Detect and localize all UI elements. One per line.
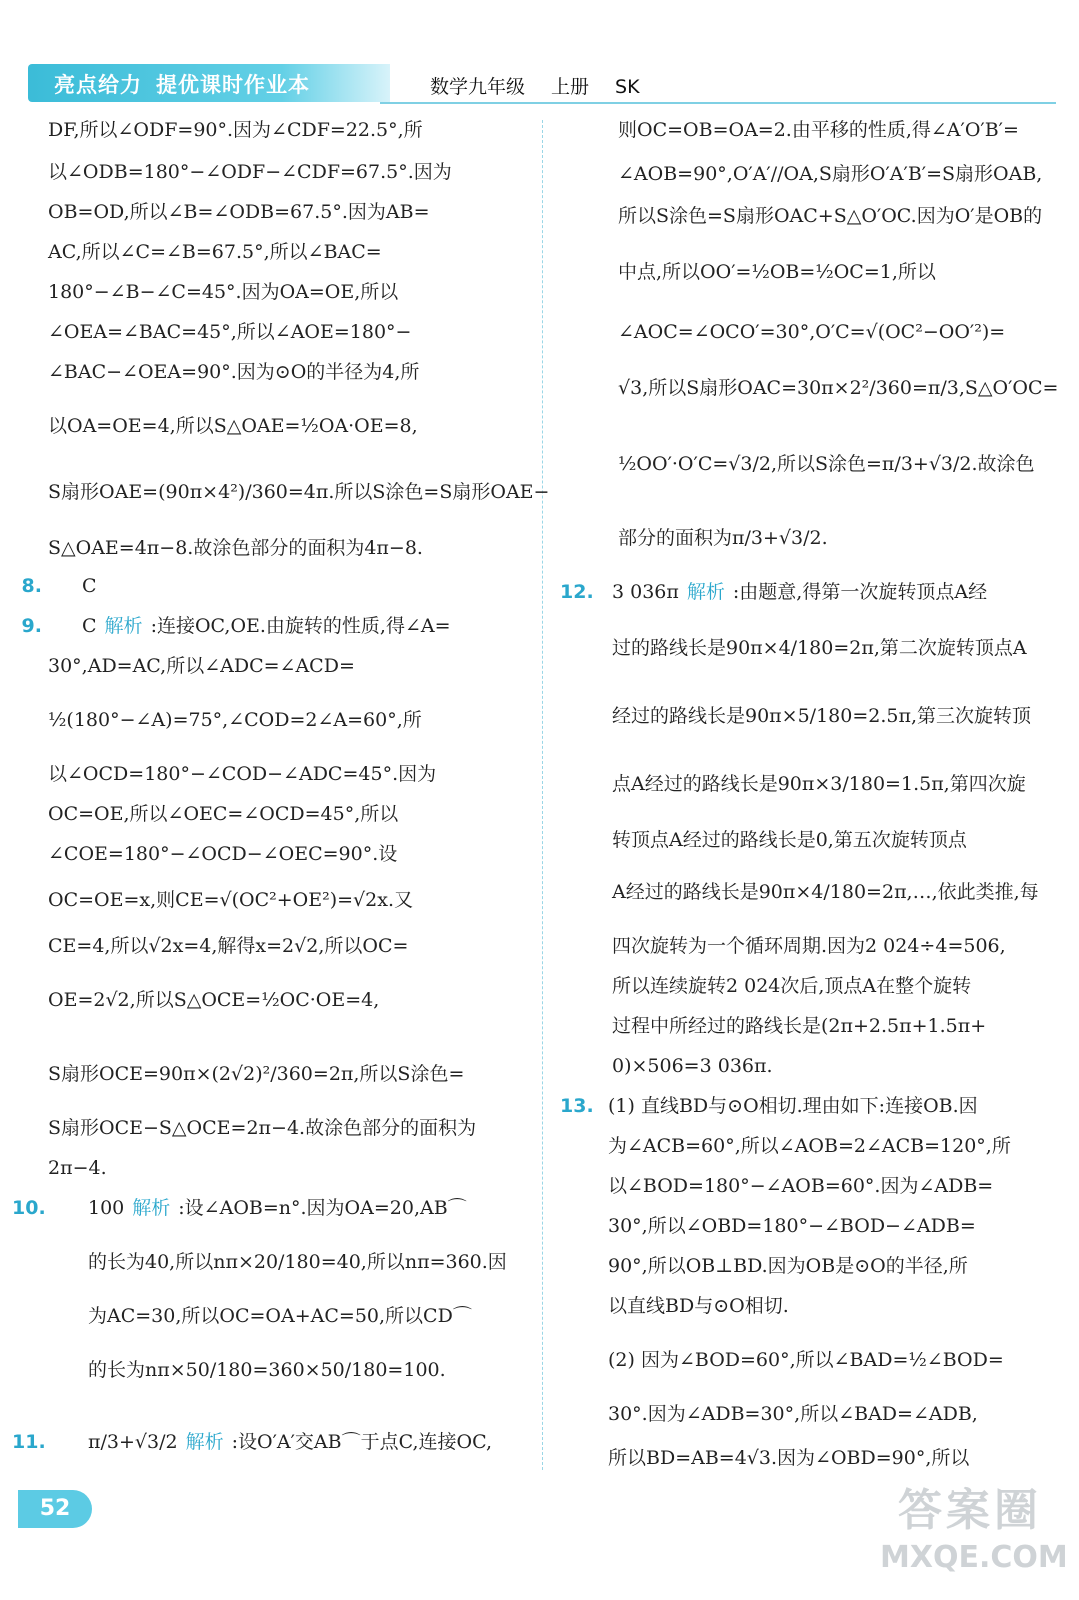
text-line: S扇形OCE−S△OCE=2π−4.故涂色部分的面积为 (48, 1117, 477, 1139)
text-line: :连接OC,OE.由旋转的性质,得∠A= (150, 615, 451, 637)
analysis-label: 解析 (104, 615, 143, 637)
text-line: 30°.因为∠ADB=30°,所以∠BAD=∠ADB, (608, 1403, 978, 1425)
text-line: S扇形OAE=(90π×4²)/360=4π.所以S涂色=S扇形OAE− (48, 481, 550, 503)
text-line: 以OA=OE=4,所以S△OAE=½OA·OE=8, (48, 415, 418, 437)
text-line: 30°,AD=AC,所以∠ADC=∠ACD= (48, 655, 355, 677)
brand-text (54, 69, 310, 99)
answer-line (88, 1196, 467, 1220)
page-number: 52 (18, 1490, 92, 1528)
text-line: 四次旋转为一个循环周期.因为2 024÷4=506, (612, 935, 1006, 957)
watermark (880, 1482, 1068, 1592)
text-line: 过程中所经过的路线长是(2π+2.5π+1.5π+ (612, 1015, 987, 1037)
analysis-label: 解析 (686, 581, 725, 603)
text-line: OE=2√2,所以S△OCE=½OC·OE=4, (48, 989, 380, 1011)
text-line: AC,所以∠C=∠B=67.5°,所以∠BAC= (48, 241, 382, 263)
text-line: OC=OE=x,则CE=√(OC²+OE²)=√2x.又 (48, 889, 413, 911)
text-line: 为AC=30,所以OC=OA+AC=50,所以CD⌒ (88, 1305, 472, 1327)
text-line: :设∠AOB=n°.因为OA=20,AB⌒ (178, 1197, 467, 1219)
text-line: 以∠BOD=180°−∠AOB=60°.因为∠ADB= (608, 1175, 994, 1197)
question-number: 10. (12, 1197, 46, 1219)
text-line: CE=4,所以√2x=4,解得x=2√2,所以OC= (48, 935, 409, 957)
question-number: 8. (21, 575, 42, 597)
page-header (0, 60, 1079, 104)
text-line: A经过的路线长是90π×4/180=2π,…,依此类推,每 (612, 881, 1039, 903)
text-line: 30°,所以∠OBD=180°−∠BOD−∠ADB= (608, 1215, 976, 1237)
text-line: :由题意,得第一次旋转顶点A经 (732, 581, 988, 603)
edition: SK (615, 76, 640, 98)
question-number: 13. (560, 1095, 594, 1117)
text-line: 以∠OCD=180°−∠COD−∠ADC=45°.因为 (48, 763, 437, 785)
answer: C (82, 615, 97, 637)
text-line: ∠BAC−∠OEA=90°.因为⊙O的半径为4,所 (48, 361, 420, 383)
analysis-label: 解析 (185, 1431, 224, 1453)
question-number: 11. (12, 1431, 46, 1453)
text-line: 的长为nπ×50/180=360×50/180=100. (88, 1359, 446, 1381)
subject: 数学九年级 (430, 76, 526, 98)
text-line: :设O′A′交AB⌒于点C,连接OC, (231, 1431, 492, 1453)
text-line: S△OAE=4π−8.故涂色部分的面积为4π−8. (48, 537, 423, 559)
text-line: ∠OEA=∠BAC=45°,所以∠AOE=180°− (48, 321, 412, 343)
text-line: ½OO′·O′C=√3/2,所以S涂色=π/3+√3/2.故涂色 (618, 453, 1035, 475)
text-line: 中点,所以OO′=½OB=½OC=1,所以 (618, 261, 936, 283)
brand-subtitle: 提优课时作业本 (156, 73, 310, 97)
text-line: 点A经过的路线长是90π×3/180=1.5π,第四次旋 (612, 773, 1026, 795)
text-line: (1) 直线BD与⊙O相切.理由如下:连接OB.因 (608, 1095, 978, 1117)
text-line: 的长为40,所以nπ×20/180=40,所以nπ=360.因 (88, 1251, 507, 1273)
text-line: 所以BD=AB=4√3.因为∠OBD=90°,所以 (608, 1447, 970, 1469)
answer-line (612, 580, 987, 604)
text-line: ½(180°−∠A)=75°,∠COD=2∠A=60°,所 (48, 709, 422, 731)
answer: C (82, 575, 97, 597)
text-line: 为∠ACB=60°,所以∠AOB=2∠ACB=120°,所 (608, 1135, 1011, 1157)
brand-name: 亮点给力 (54, 73, 142, 97)
text-line: 经过的路线长是90π×5/180=2.5π,第三次旋转顶 (612, 705, 1032, 727)
text-line: ∠COE=180°−∠OCD−∠OEC=90°.设 (48, 843, 398, 865)
watermark-url: MXQE.COM (880, 1540, 1068, 1575)
book-title (430, 72, 666, 99)
answer: 100 (88, 1197, 125, 1219)
text-line: 以∠ODB=180°−∠ODF−∠CDF=67.5°.因为 (48, 161, 452, 183)
text-line: 0)×506=3 036π. (612, 1055, 773, 1077)
answer: π/3+√3/2 (88, 1431, 178, 1453)
question-number: 12. (560, 581, 594, 603)
text-line: √3,所以S扇形OAC=30π×2²/360=π/3,S△O′OC= (618, 377, 1059, 399)
question-number: 9. (21, 615, 42, 637)
answer-line (82, 614, 451, 638)
column-divider (542, 120, 543, 1470)
text-line: OC=OE,所以∠OEC=∠OCD=45°,所以 (48, 803, 399, 825)
text-line: 以直线BD与⊙O相切. (608, 1295, 789, 1317)
text-line: 所以S涂色=S扇形OAC+S△O′OC.因为O′是OB的 (618, 205, 1043, 227)
text-line: ∠AOC=∠OCO′=30°,O′C=√(OC²−OO′²)= (618, 321, 1006, 343)
text-line: 转顶点A经过的路线长是0,第五次旋转顶点 (612, 829, 967, 851)
answer: 3 036π (612, 581, 679, 603)
answer-line (88, 1430, 492, 1454)
text-line: DF,所以∠ODF=90°.因为∠CDF=22.5°,所 (48, 119, 423, 141)
text-line: 部分的面积为π/3+√3/2. (618, 527, 828, 549)
text-line: 则OC=OB=OA=2.由平移的性质,得∠A′O′B′= (618, 119, 1019, 141)
text-line: 过的路线长是90π×4/180=2π,第二次旋转顶点A (612, 637, 1027, 659)
watermark-logo-text: 答案圈 (898, 1485, 1042, 1536)
text-line: ∠AOB=90°,O′A′//OA,S扇形O′A′B′=S扇形OAB, (618, 163, 1043, 185)
text-line: OB=OD,所以∠B=∠ODB=67.5°.因为AB= (48, 201, 430, 223)
text-line: (2) 因为∠BOD=60°,所以∠BAD=½∠BOD= (608, 1349, 1004, 1371)
text-line: 2π−4. (48, 1157, 107, 1179)
text-line: 所以连续旋转2 024次后,顶点A在整个旋转 (612, 975, 972, 997)
text-line: 90°,所以OB⊥BD.因为OB是⊙O的半径,所 (608, 1255, 968, 1277)
volume: 上册 (551, 76, 590, 98)
text-line: S扇形OCE=90π×(2√2)²/360=2π,所以S涂色= (48, 1063, 465, 1085)
analysis-label: 解析 (132, 1197, 171, 1219)
text-line: 180°−∠B−∠C=45°.因为OA=OE,所以 (48, 281, 399, 303)
header-rule (380, 102, 1056, 104)
